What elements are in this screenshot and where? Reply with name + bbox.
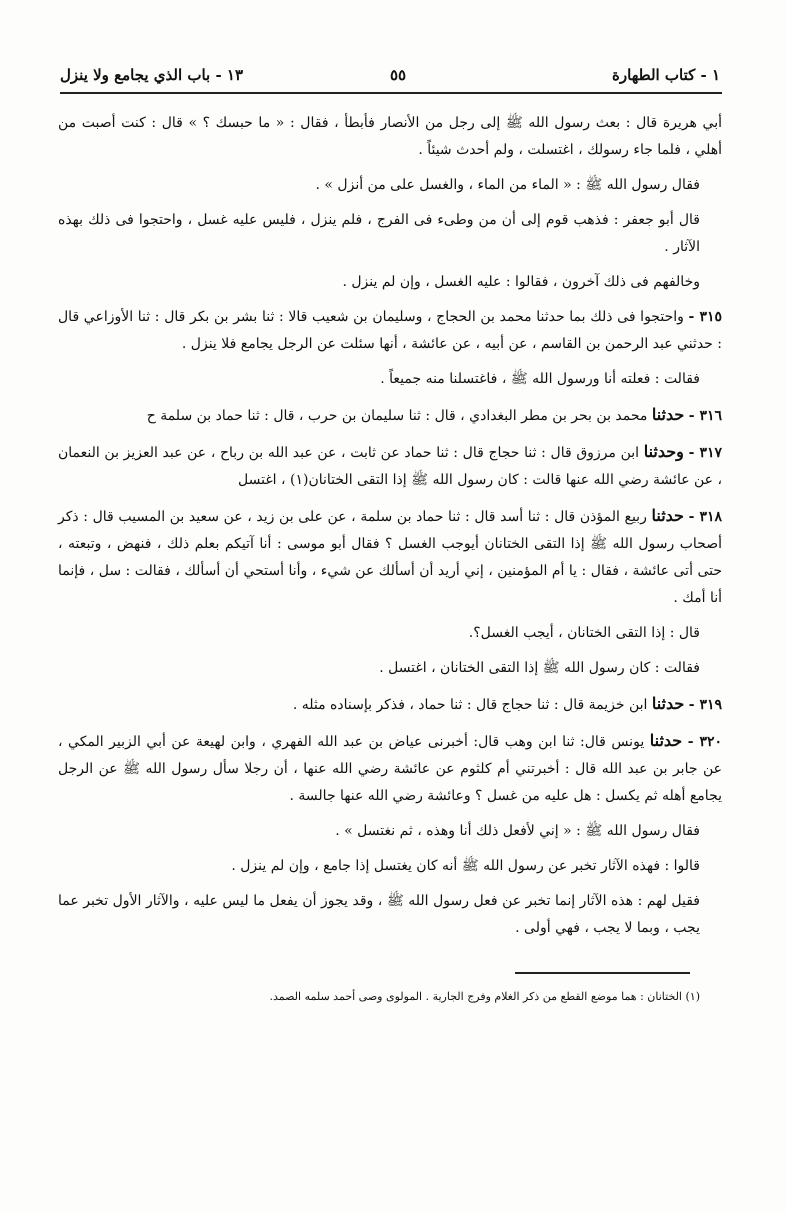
- paragraph-text: فقيل لهم : هذه الآثار إنما تخبر عن فعل رسول الله ﷺ ، وقد يجوز أن يفعل ما ليس عليه ، والآثار الأول تخبر عما يجب ، وبما لا يجب ، فهي أولى .: [58, 893, 700, 936]
- paragraph-text: يونس قال: ثنا ابن وهب قال: أخبرنى عياض بن عبد الله الفهري ، وابن لهيعة عن أبي الزبير المكي ، عن جابر بن عبد الله قال : أخبرتني أم كلثوم عن عائشة رضي الله عنها ، أن رجلا سأل رسول الله ﷺ عن الرجل يجامع أهله ثم يكسل : هل عليه من غسل ؟ وعائشة رضي الله عنها جالسة .: [58, 734, 722, 804]
- hadith-number: ٣٢٠ -: [687, 734, 723, 750]
- hadith-number: ٣١٧ -: [688, 445, 723, 461]
- paragraph: [58, 401, 722, 430]
- footnote: (١) الختانان : هما موضع القطع من ذكر الغلام وفرج الجارية . المولوى وصى أحمد سلمه الصمد.: [269, 990, 700, 1003]
- paragraph-text: ربيع المؤذن قال : ثنا أسد قال : ثنا حماد بن سلمة ، عن على بن زيد ، عن سعيد بن المسيب قال : ذكر أصحاب رسول الله ﷺ إذا التقى الختانان أيوجب الغسل ؟ فقال أبو موسى : أنا آتيكم بعلم ذلك ، فنهض ، وتبعته ، حتى أتى عائشة ، فقال : يا أم المؤمنين ، إني أريد أن أسألك عن شيء ، وأنا أستحي أن أسألك ، فقالت : سل ، فإنما أنا أمك .: [58, 509, 722, 606]
- running-header: [60, 62, 720, 92]
- section-title: ١٣ - باب الذي يجامع ولا ينزل: [60, 66, 244, 84]
- paragraph: [58, 304, 722, 358]
- paragraph: [58, 818, 722, 845]
- paragraph: [58, 690, 722, 719]
- paragraph: [58, 727, 722, 810]
- hadith-number: ٣١٨ -: [688, 509, 723, 525]
- isnad-keyword: حدثنا: [651, 694, 685, 713]
- hadith-number: ٣١٦ -: [688, 408, 722, 424]
- paragraph: [58, 438, 722, 494]
- isnad-keyword: حدثنا: [651, 405, 685, 424]
- paragraph: [58, 888, 722, 942]
- paragraph-text: فقالت : فعلته أنا ورسول الله ﷺ ، فاغتسلنا منه جميعاً .: [380, 371, 700, 387]
- paragraph: [58, 172, 722, 199]
- paragraph-text: قالوا : فهذه الآثار تخبر عن رسول الله ﷺ أنه كان يغتسل إذا جامع ، وإن لم ينزل .: [231, 858, 700, 874]
- paragraph: [58, 110, 722, 164]
- hadith-number: ٣١٥ -: [688, 309, 723, 325]
- chapter-title: ١ - كتاب الطهارة: [612, 66, 720, 84]
- paragraph-text: محمد بن بحر بن مطر البغدادي ، قال : ثنا سليمان بن حرب ، قال : ثنا حماد بن سلمة ح: [146, 408, 648, 424]
- paragraph: [58, 269, 722, 296]
- paragraph-text: ابن مرزوق قال : ثنا حجاج قال : ثنا حماد عن ثابت ، عن عبد الله بن رباح ، عن عبد العزيز بن النعمان ، عن عائشة رضي الله عنها قالت : كان رسول الله ﷺ إذا التقى الختانان(١) ، اغتسل: [58, 445, 722, 488]
- paragraph-text: فقال رسول الله ﷺ : « إني لأفعل ذلك أنا وهذه ، ثم نغتسل » .: [335, 823, 700, 839]
- paragraph-text: ابن خزيمة قال : ثنا حجاج قال : ثنا حماد ، فذكر بإسناده مثله .: [292, 697, 648, 713]
- main-text: [58, 110, 722, 950]
- header-rule: [60, 92, 722, 94]
- paragraph-text: واحتجوا فى ذلك بما حدثنا محمد بن الحجاج ، وسليمان بن شعيب قالا : ثنا بشر بن بكر قال : ثنا الأوزاعي قال : حدثني عبد الرحمن بن القاسم ، عن أبيه ، عن عائشة ، أنها سئلت عن الرجل يجامع فلا ينزل .: [58, 309, 722, 352]
- paragraph: [58, 502, 722, 612]
- paragraph: [58, 366, 722, 393]
- footnote-rule: [515, 972, 690, 974]
- isnad-keyword: وحدثنا: [643, 442, 684, 461]
- paragraph: [58, 620, 722, 647]
- paragraph-text: فقال رسول الله ﷺ : « الماء من الماء ، والغسل على من أنزل » .: [315, 177, 700, 193]
- paragraph-text: وخالفهم فى ذلك آخرون ، فقالوا : عليه الغسل ، وإن لم ينزل .: [342, 274, 700, 290]
- paragraph-text: قال أبو جعفر : فذهب قوم إلى أن من وطىء فى الفرج ، فلم ينزل ، فليس عليه غسل ، واحتجوا فى ذلك بهذه الآثار .: [58, 212, 700, 255]
- isnad-keyword: حدثنا: [651, 506, 684, 525]
- page-number: ٥٥: [390, 66, 407, 84]
- paragraph-text: أبي هريرة قال : بعث رسول الله ﷺ إلى رجل من الأنصار فأبطأ ، فقال : « ما حبسك ؟ » قال : كنت أصبت من أهلي ، فلما جاء رسولك ، اغتسلت ، ولم أحدث شيئاً .: [58, 115, 722, 158]
- paragraph: [58, 207, 722, 261]
- paragraph-text: قال : إذا التقى الختانان ، أيجب الغسل؟.: [468, 625, 700, 641]
- paragraph: [58, 853, 722, 880]
- isnad-keyword: حدثنا: [649, 731, 683, 750]
- paragraph: [58, 655, 722, 682]
- paragraph-text: فقالت : كان رسول الله ﷺ إذا التقى الختانان ، اغتسل .: [379, 660, 700, 676]
- hadith-number: ٣١٩ -: [688, 697, 722, 713]
